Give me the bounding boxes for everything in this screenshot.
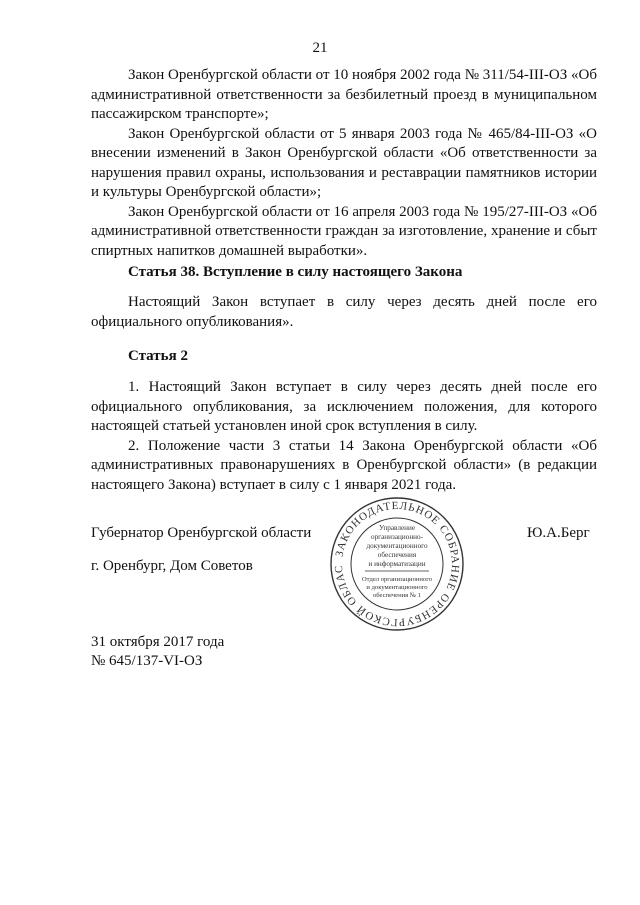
svg-text:обеспечения: обеспечения [377,551,417,559]
article-2-heading: Статья 2 [128,348,188,364]
article-2-item-2: 2. Положение части 3 статьи 14 Закона Оренбургской области «Об административных правонарушениях в Оренбургской области» (в редакции настоящего Закона) вступает в силу с 1 января 2021 года. [91,437,597,493]
law-item-2 [91,125,597,203]
svg-text:организационно-: организационно- [370,533,424,541]
svg-text:обеспечения № 1: обеспечения № 1 [372,592,422,599]
svg-text:Управление: Управление [378,524,416,532]
svg-text:Отдел организационного: Отдел организационного [361,576,433,583]
governor-title: Губернатор Оренбургской области [91,525,312,541]
law-date: 31 октября 2017 года [91,634,225,650]
svg-text:ЗАКОНОДАТЕЛЬНОЕ СОБРАНИЕ ОРЕНБ: ЗАКОНОДАТЕЛЬНОЕ СОБРАНИЕ ОРЕНБУРГСКОЙ ОБЛАС [332,499,462,629]
article-38-text: Настоящий Закон вступает в силу через десять дней после его официального опубликования». [91,294,597,330]
law-item-2-rest: внесении изменений в Закон Оренбургской области «Об ответственности за нарушения правил охраны, использования и реставрации памятников истории и культуры Оренбургской области»; [91,145,597,200]
law-item-3 [91,203,597,262]
repealed-laws-list [91,66,597,261]
official-stamp [329,496,465,632]
svg-text:и документационного: и документационного [366,584,428,591]
article-38-heading: Статья 38. Вступление в силу настоящего Закона [128,264,463,280]
law-item-1-rest: «Об административной ответственности за безбилетный проезд в муниципальном пассажирском транспорте»; [91,67,597,122]
law-item-2-line1: Закон Оренбургской области от 5 января 2003 года № 465/84-III-ОЗ «О [128,125,597,142]
svg-text:и информатизации: и информатизации [368,560,426,568]
article-38-body [91,293,597,332]
law-item-1 [91,66,597,125]
law-item-3-rest: «Об административной ответственности граждан за изготовление, хранение и сбыт спиртных напитков домашней выработки». [91,203,598,259]
article-2-body [91,378,597,495]
page-number: 21 [312,40,328,56]
svg-text:документационного: документационного [366,542,428,550]
governor-name: Ю.А.Берг [527,525,590,541]
law-number: № 645/137-VI-ОЗ [91,653,203,669]
signing-place: г. Оренбург, Дом Советов [91,558,253,574]
law-item-3-line1: Закон Оренбургской области от 16 апреля 2003 года № 195/27-III-ОЗ [128,203,568,220]
article-2-item-1: 1. Настоящий Закон вступает в силу через десять дней после его официального опубликования, за исключением положения, для которого настоящей статьей установлен иной срок вступления в силу. [91,379,597,434]
law-item-1-line1: Закон Оренбургской области от 10 ноября 2002 года № 311/54-III-ОЗ [128,67,568,83]
